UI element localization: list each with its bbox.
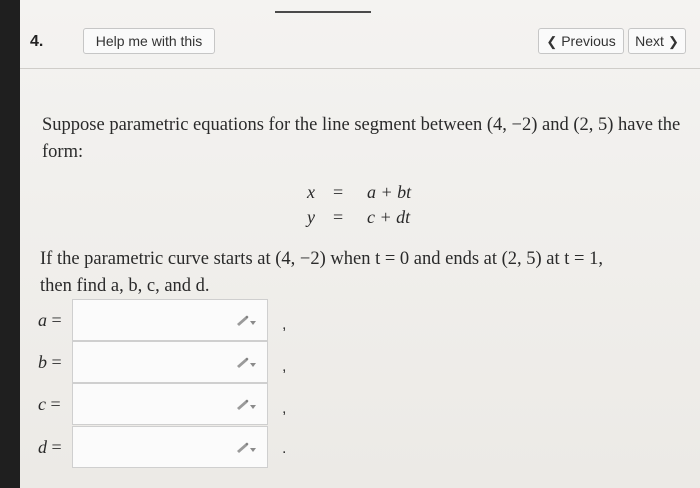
answer-c-equals: = bbox=[50, 394, 61, 414]
pencil-icon[interactable] bbox=[235, 315, 257, 327]
previous-label: Previous bbox=[561, 33, 616, 49]
answer-d-equals: = bbox=[51, 437, 62, 457]
answer-a-equals: = bbox=[51, 310, 62, 330]
equation-1-equals: = bbox=[333, 182, 344, 202]
answer-d-input[interactable] bbox=[72, 426, 268, 468]
answer-a-var: a bbox=[38, 310, 47, 330]
next-label: Next bbox=[635, 33, 664, 49]
problem-intro: Suppose parametric equations for the line segment between (4, −2) and (2, 5) have the form: bbox=[42, 115, 681, 162]
question-panel bbox=[20, 0, 700, 488]
problem-prompt bbox=[40, 246, 690, 300]
equation-2-lhs: y bbox=[307, 207, 315, 227]
answer-a-label bbox=[38, 310, 62, 331]
answer-b-punct: , bbox=[282, 358, 287, 375]
answer-c-var: c bbox=[38, 394, 46, 414]
answer-c-input[interactable] bbox=[72, 383, 268, 425]
equation-1-lhs: x bbox=[307, 182, 315, 202]
answer-b-label bbox=[38, 352, 62, 373]
answer-d-var: d bbox=[38, 437, 47, 457]
answer-b-input[interactable] bbox=[72, 341, 268, 383]
pencil-icon[interactable] bbox=[235, 442, 257, 454]
pencil-icon[interactable] bbox=[235, 399, 257, 411]
equation-2-equals: = bbox=[333, 207, 344, 227]
answer-a-punct: , bbox=[282, 316, 287, 333]
prompt-line-1: If the parametric curve starts at (4, −2) when t = 0 and ends at (2, 5) at t = 1, bbox=[40, 249, 603, 269]
answer-b-var: b bbox=[38, 352, 47, 372]
answer-b-equals: = bbox=[51, 352, 62, 372]
chevron-left-icon: ❮ bbox=[546, 33, 558, 49]
answer-d-punct: . bbox=[282, 440, 287, 457]
answer-a-input[interactable] bbox=[72, 299, 268, 341]
header-divider bbox=[20, 68, 700, 69]
next-button[interactable] bbox=[628, 28, 686, 54]
help-me-label: Help me with this bbox=[95, 33, 203, 49]
chevron-right-icon: ❯ bbox=[667, 33, 679, 49]
answer-c-label bbox=[38, 394, 61, 415]
answer-c-punct: , bbox=[282, 400, 287, 417]
pencil-icon[interactable] bbox=[235, 357, 257, 369]
prompt-line-2: then find a, b, c, and d. bbox=[40, 276, 210, 296]
equation-1-rhs: a + bt bbox=[367, 182, 412, 202]
equation-2-rhs: c + dt bbox=[367, 207, 411, 227]
previous-button[interactable] bbox=[538, 28, 624, 54]
top-divider bbox=[275, 11, 371, 13]
question-number: 4. bbox=[30, 33, 44, 50]
help-me-button[interactable] bbox=[83, 28, 215, 54]
answer-d-label bbox=[38, 437, 62, 458]
